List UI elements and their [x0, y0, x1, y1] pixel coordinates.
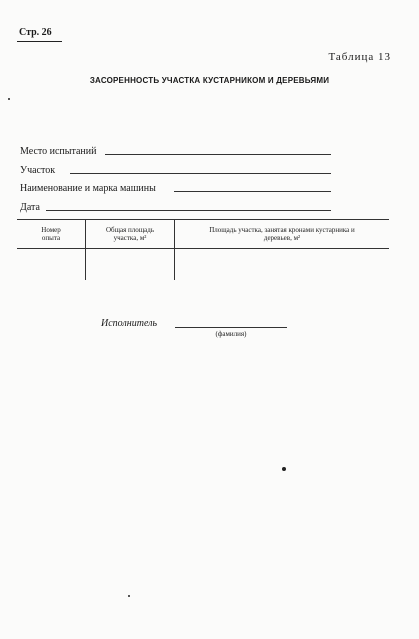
- ink-speck: [8, 98, 10, 100]
- column-header-line: деревьев, м²: [263, 234, 301, 242]
- column-header-total-area: [86, 226, 174, 242]
- page-number: Стр. 26: [19, 27, 52, 38]
- page-number-underline: [17, 41, 62, 42]
- column-header-line: Общая площадь: [105, 226, 155, 234]
- signer-label: Исполнитель: [101, 318, 158, 329]
- column-header-experiment-number: [17, 226, 85, 242]
- column-header-crown-area: [178, 226, 386, 242]
- column-header-line: участка, м²: [113, 234, 147, 242]
- column-header-line: Номер: [41, 226, 61, 234]
- field-label-date: Дата: [20, 202, 40, 213]
- field-label-test-site: Место испытаний: [20, 146, 97, 157]
- document-title: ЗАСОРЕННОСТЬ УЧАСТКА КУСТАРНИКОМ И ДЕРЕВЬЯМИ: [89, 76, 330, 85]
- field-line-date[interactable]: [46, 210, 331, 211]
- column-header-line: Площадь участка, занятая кронами кустарника и: [209, 226, 355, 234]
- column-header-line: опыта: [41, 234, 61, 242]
- signer-line[interactable]: [175, 327, 287, 328]
- ink-speck: [128, 595, 130, 597]
- field-label-machine: Наименование и марка машины: [20, 183, 156, 194]
- table-number: Таблица 13: [328, 51, 391, 63]
- table-column-divider-2: [174, 219, 175, 280]
- table-top-rule: [17, 219, 389, 220]
- table-header-rule: [17, 248, 389, 249]
- field-line-plot[interactable]: [70, 173, 331, 174]
- ink-dot: [282, 467, 286, 471]
- signer-hint: (фамилия): [215, 330, 247, 338]
- field-label-plot: Участок: [20, 165, 56, 176]
- field-line-test-site[interactable]: [105, 154, 331, 155]
- field-line-machine[interactable]: [174, 191, 331, 192]
